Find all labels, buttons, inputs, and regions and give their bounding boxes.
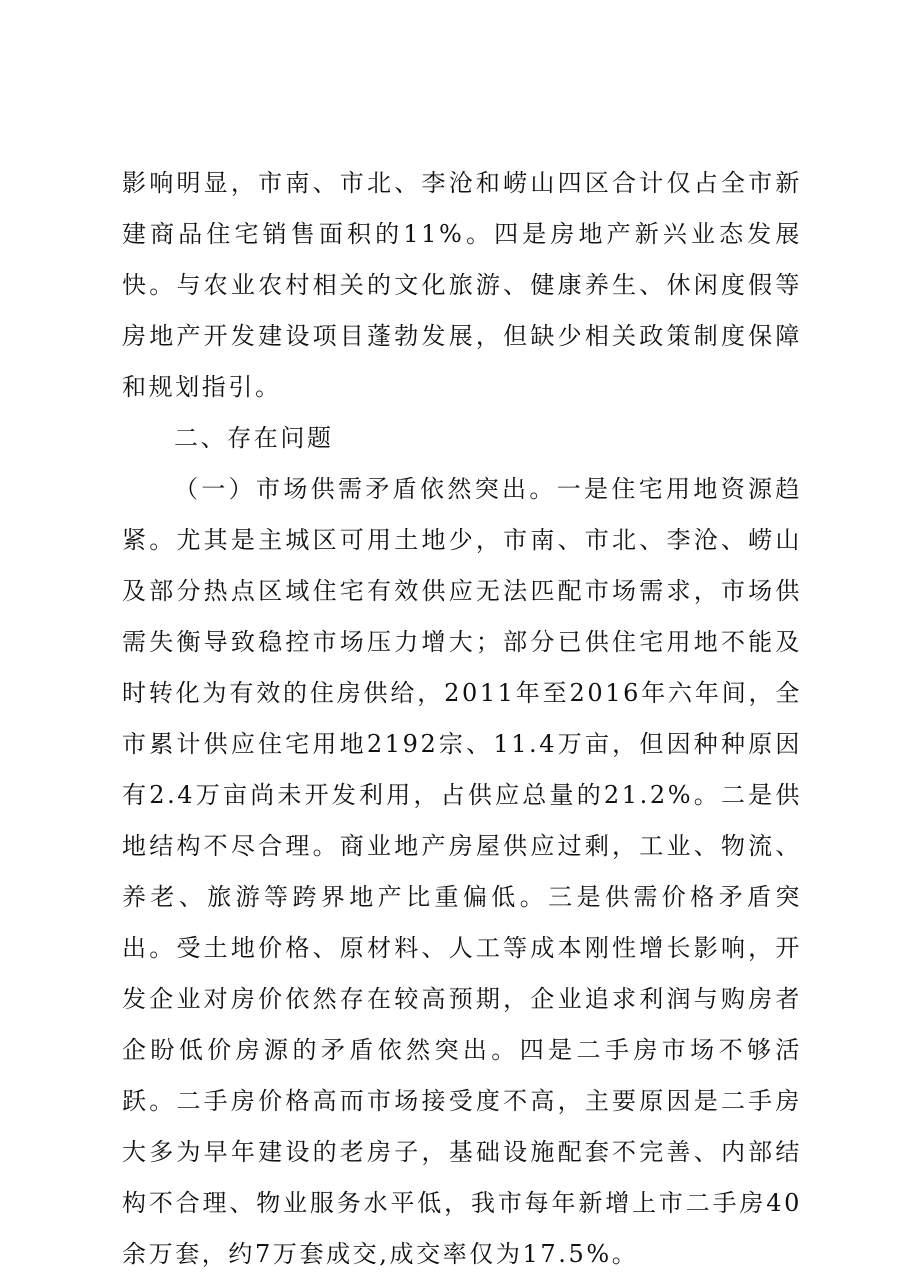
document-body bbox=[122, 158, 802, 1280]
paragraph-market-supply-demand: （一）市场供需矛盾依然突出。一是住宅用地资源趋紧。尤其是主城区可用土地少，市南、市北、李沧、崂山及部分热点区域住宅有效供应无法匹配市场需求，市场供需失衡导致稳控市场压力增大；部分已供住宅用地不能及时转化为有效的住房供给，2011年至2016年六年间，全市累计供应住宅用地2192宗、11.4万亩，但因种种原因有2.4万亩尚未开发利用，占供应总量的21.2%。二是供地结构不尽合理。商业地产房屋供应过剩，工业、物流、养老、旅游等跨界地产比重偏低。三是供需价格矛盾突出。受土地价格、原材料、人工等成本刚性增长影响，开发企业对房价依然存在较高预期，企业追求利润与购房者企盼低价房源的矛盾依然突出。四是二手房市场不够活跃。二手房价格高而市场接受度不高，主要原因是二手房大多为早年建设的老房子，基础设施配套不完善、内部结构不合理、物业服务水平低，我市每年新增上市二手房40余万套，约7万套成交,成交率仅为17.5%。 bbox=[122, 475, 802, 1268]
paragraph-continuation: 影响明显，市南、市北、李沧和崂山四区合计仅占全市新建商品住宅销售面积的11%。四是房地产新兴业态发展快。与农业农村相关的文化旅游、健康养生、休闲度假等房地产开发建设项目蓬勃发展，但缺少相关政策制度保障和规划指引。 bbox=[122, 169, 802, 401]
section-heading: 二、存在问题 bbox=[174, 424, 334, 452]
